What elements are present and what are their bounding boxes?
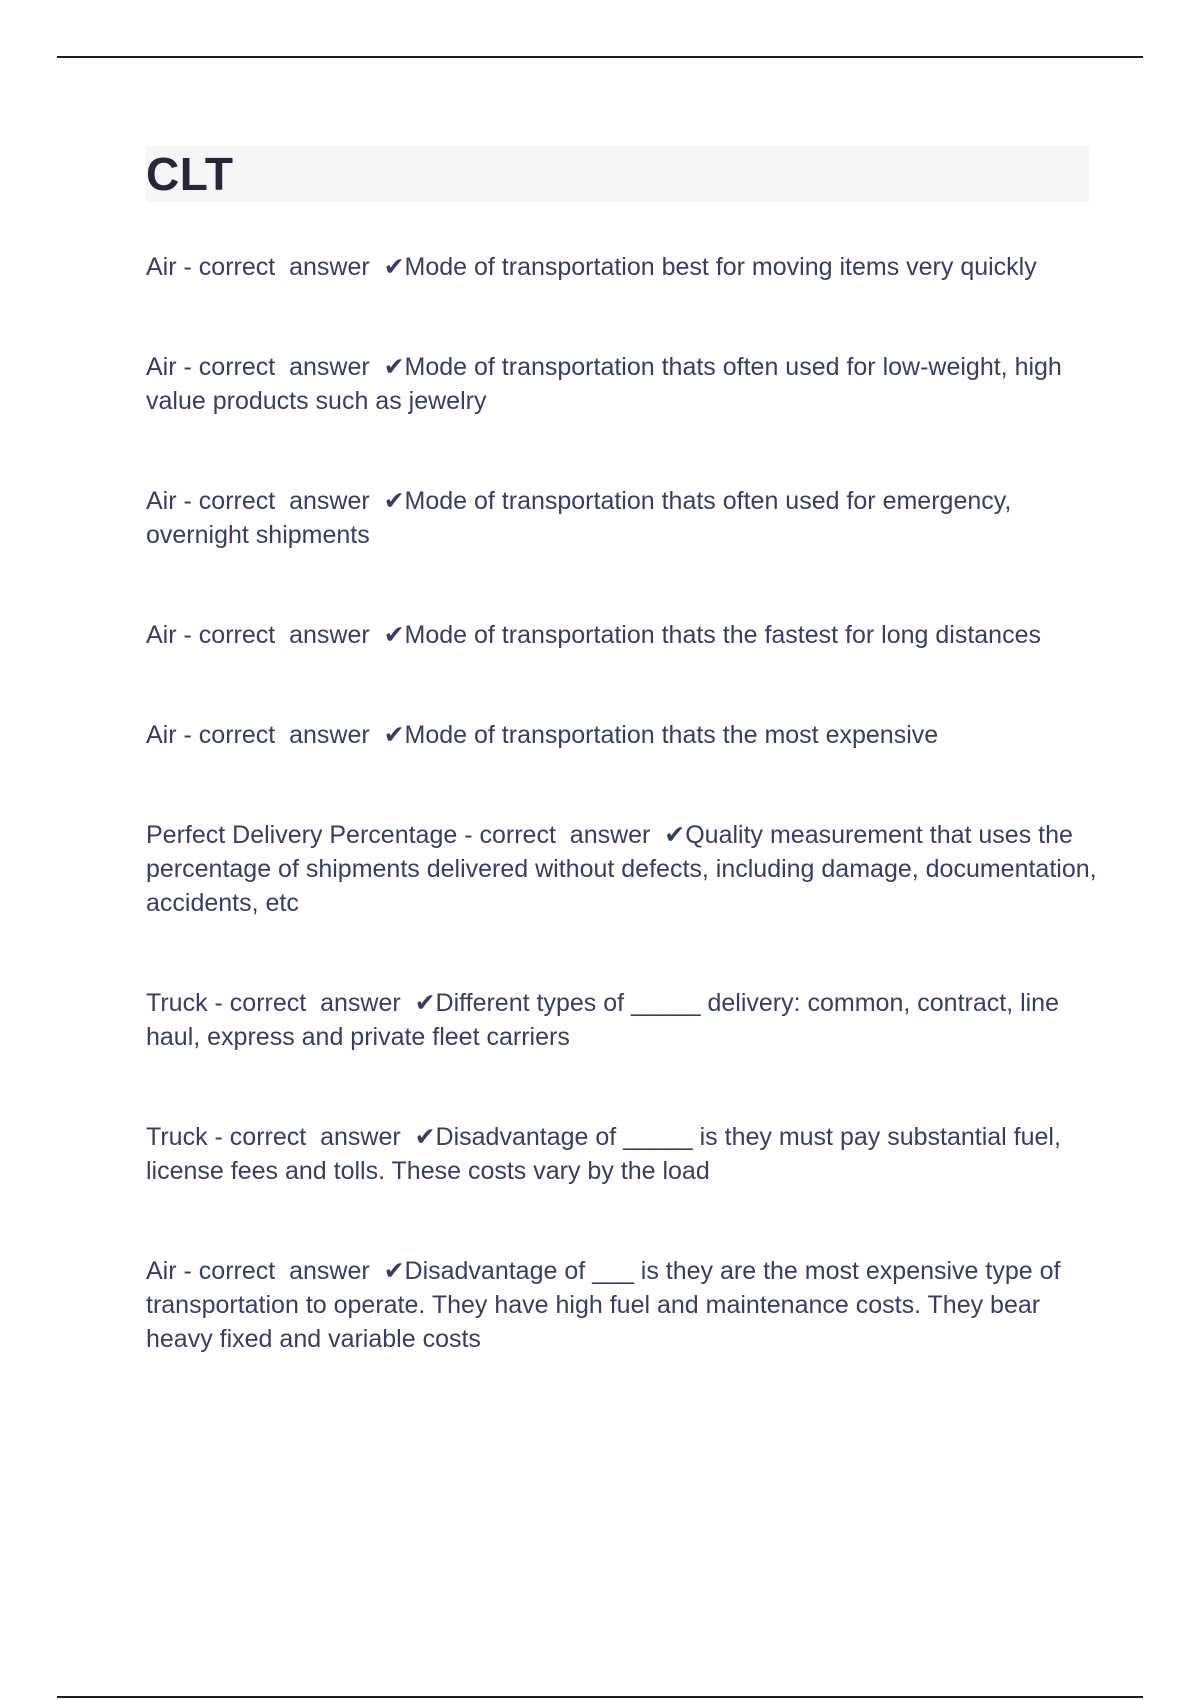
flashcard-term: Air (146, 721, 177, 749)
flashcard-item (146, 1120, 1106, 1188)
answer-marker: - correct answer ✔ (214, 1123, 436, 1151)
flashcard-item (146, 818, 1106, 920)
flashcard-definition: Disadvantage of _____ is they must pay substantial fuel, license fees and tolls. These costs vary by the load (146, 1123, 1061, 1185)
flashcard-list (146, 250, 1106, 1422)
flashcard-definition: Mode of transportation thats often used for low-weight, high value products such as jewelry (146, 353, 1062, 415)
flashcard-definition: Mode of transportation best for moving items very quickly (404, 253, 1037, 281)
answer-marker: - correct answer ✔ (464, 821, 686, 849)
flashcard-term: Perfect Delivery Percentage (146, 821, 458, 849)
flashcard-item (146, 484, 1106, 552)
answer-marker: - correct answer ✔ (183, 353, 405, 381)
flashcard-term: Air (146, 253, 177, 281)
flashcard-item (146, 1254, 1106, 1356)
flashcard-term: Air (146, 1257, 177, 1285)
flashcard-definition: Quality measurement that uses the percentage of shipments delivered without defects, including damage, documentation, accidents, etc (146, 821, 1097, 917)
title-banner (146, 146, 1089, 202)
flashcard-item (146, 250, 1106, 284)
flashcard-item (146, 618, 1106, 652)
page-title: CLT (146, 148, 234, 200)
answer-marker: - correct answer ✔ (214, 989, 436, 1017)
answer-marker: - correct answer ✔ (183, 721, 405, 749)
answer-marker: - correct answer ✔ (183, 253, 405, 281)
answer-marker: - correct answer ✔ (183, 621, 405, 649)
flashcard-term: Air (146, 353, 177, 381)
flashcard-term: Truck (146, 989, 208, 1017)
flashcard-item (146, 350, 1106, 418)
flashcard-definition: Disadvantage of ___ is they are the most expensive type of transportation to operate. They have high fuel and maintenance costs. They bear heavy fixed and variable costs (146, 1257, 1061, 1353)
flashcard-definition: Mode of transportation thats the fastest for long distances (404, 621, 1041, 649)
flashcard-definition: Different types of _____ delivery: common, contract, line haul, express and private fleet carriers (146, 989, 1059, 1051)
flashcard-term: Air (146, 621, 177, 649)
flashcard-term: Air (146, 487, 177, 515)
answer-marker: - correct answer ✔ (183, 487, 405, 515)
flashcard-term: Truck (146, 1123, 208, 1151)
flashcard-definition: Mode of transportation thats the most expensive (404, 721, 939, 749)
flashcard-definition: Mode of transportation thats often used for emergency, overnight shipments (146, 487, 1012, 549)
flashcard-item (146, 718, 1106, 752)
top-rule (57, 56, 1143, 58)
flashcard-item (146, 986, 1106, 1054)
bottom-rule (57, 1696, 1143, 1698)
answer-marker: - correct answer ✔ (183, 1257, 405, 1285)
